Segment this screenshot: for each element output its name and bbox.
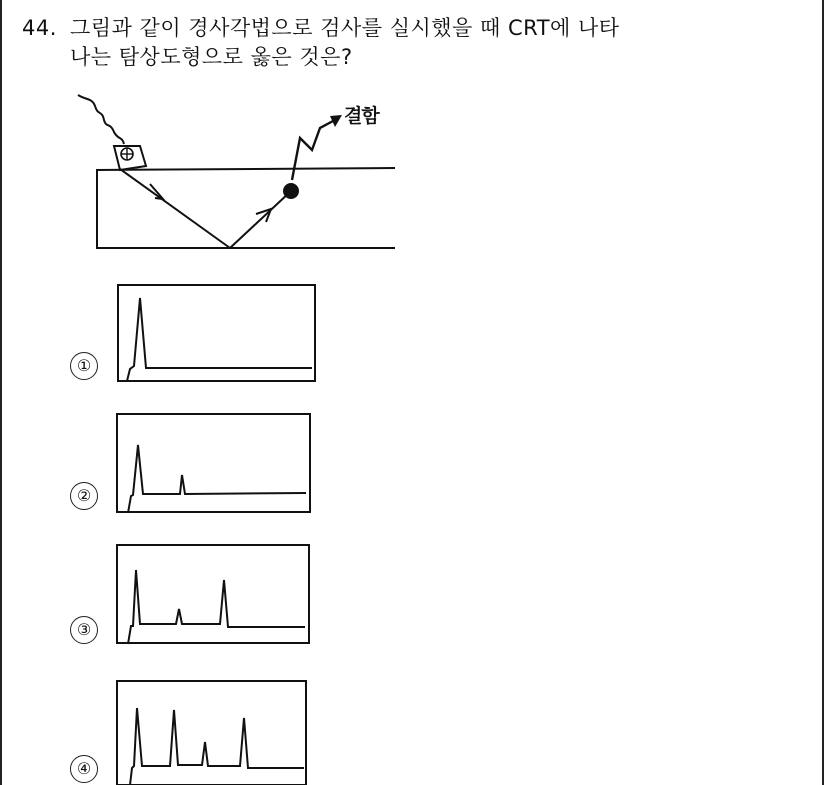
option-2-label[interactable]: ②: [70, 482, 98, 510]
reflection-arrow: [292, 121, 333, 180]
defect-marker: [283, 183, 299, 199]
option-3-crt[interactable]: [117, 545, 309, 644]
option-1-label[interactable]: ①: [70, 352, 98, 380]
defect-label: 결함: [344, 105, 379, 127]
question-number: 44.: [22, 16, 57, 40]
option-1-trace: [127, 298, 312, 381]
option-1-crt[interactable]: [118, 285, 315, 381]
option-3-trace: [128, 570, 305, 644]
probe-cable: [78, 95, 124, 144]
question-stem: 그림과 같이 경사각법으로 검사를 실시했을 때 CRT에 나타: [70, 16, 620, 40]
option-2-trace: [128, 445, 306, 513]
option-2-crt[interactable]: [117, 414, 310, 513]
option-4-label[interactable]: ④: [70, 755, 98, 783]
option-3-label[interactable]: ③: [70, 616, 98, 644]
option-4-crt[interactable]: [117, 681, 306, 785]
option-4-trace: [130, 708, 304, 785]
test-specimen: [97, 168, 395, 248]
question-line-2: 나는 탐상도형으로 옳은 것은?: [70, 45, 353, 69]
beam-path-up: [230, 192, 290, 248]
beam-path-down: [120, 169, 230, 248]
